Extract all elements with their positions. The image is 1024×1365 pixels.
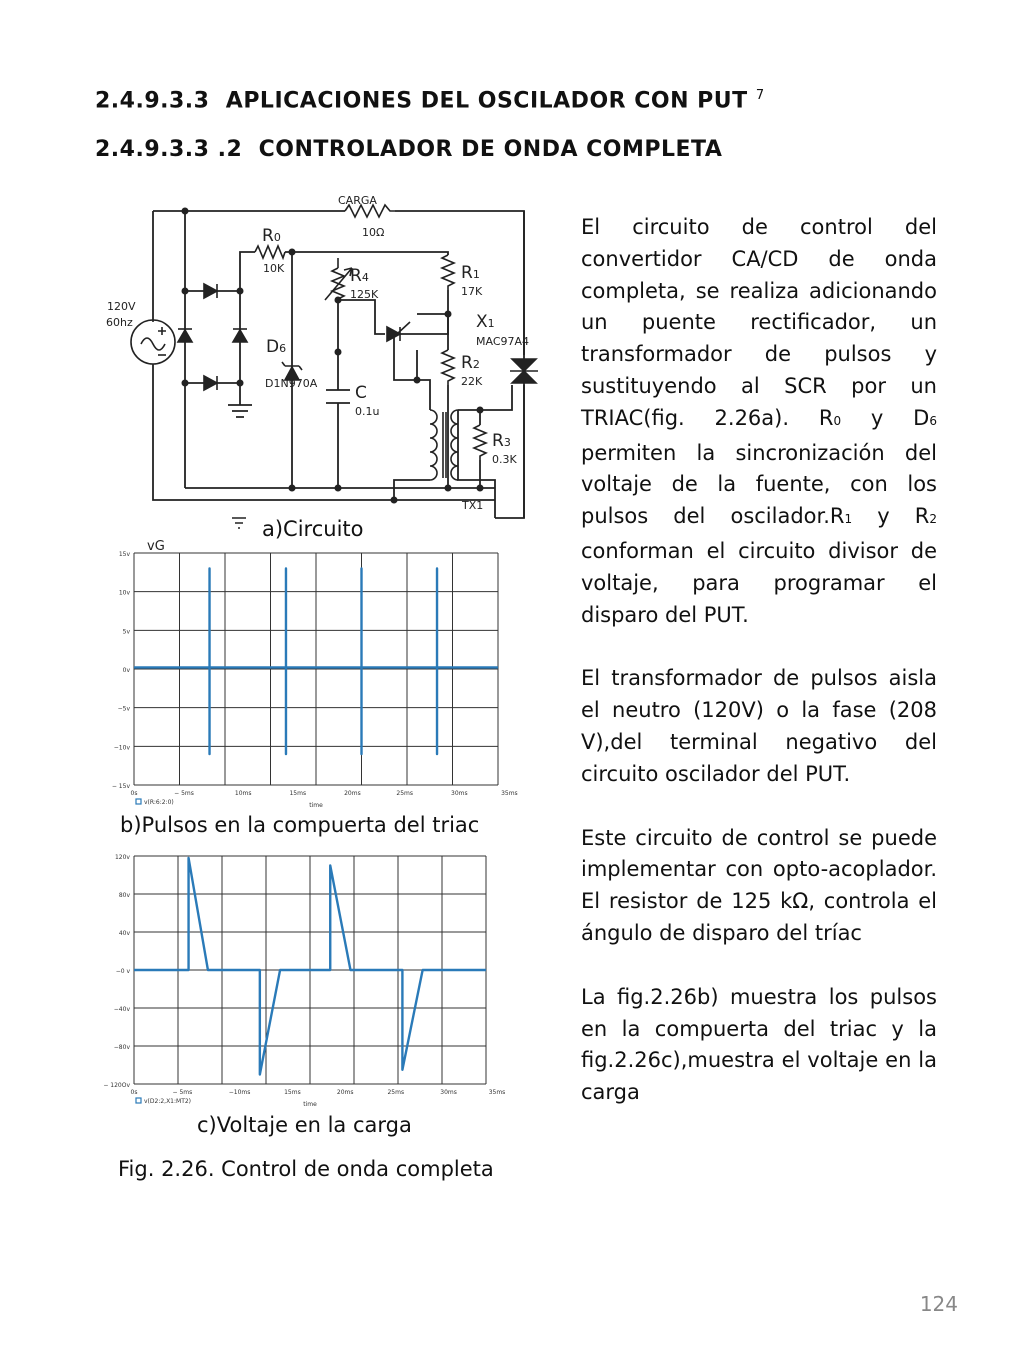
load-voltage-chart <box>100 848 510 1112</box>
x-tick-label: 15ms <box>289 790 307 797</box>
r1-resistor <box>442 255 454 290</box>
bridge-diodes <box>178 284 247 390</box>
chart-c-caption: c)Voltaje en la carga <box>197 1113 412 1137</box>
x-axis-label: time <box>309 802 323 809</box>
x-tick-label: 20ms <box>336 1089 354 1096</box>
y-tick-label: 80v <box>118 892 130 899</box>
legend-swatch <box>136 799 141 804</box>
x-tick-label: 15ms <box>284 1089 301 1096</box>
y-tick-label: 120v <box>114 854 130 861</box>
x1-value: MAC97A4 <box>476 335 530 348</box>
chart-b-caption: b)Pulsos en la compuerta del triac <box>120 813 480 837</box>
d6-label: D6 <box>266 337 287 357</box>
put-device <box>387 322 410 341</box>
paragraph: Este circuito de control se puede implementar con opto-acoplador. El resistor de 125 kΩ, controla el ángulo de disparo del tríac <box>581 825 937 945</box>
x-tick-label: 25ms <box>387 1089 405 1096</box>
gate-pulse-chart <box>100 538 518 810</box>
r2-label: R2 <box>461 353 480 373</box>
legend-label: v(R:6:2:0) <box>144 799 174 806</box>
page-number: 124 <box>919 1292 958 1316</box>
x-tick-label: − 5ms <box>172 1089 193 1096</box>
c-label: C <box>355 383 367 403</box>
body-text <box>581 212 937 1141</box>
x1-label: X1 <box>476 312 495 332</box>
x-tick-label: − 5ms <box>174 790 194 797</box>
y-tick-label: −80v <box>113 1044 130 1051</box>
vg-label: vG <box>147 539 165 554</box>
section-heading <box>95 88 765 113</box>
y-tick-label: −5v <box>117 705 130 713</box>
x-tick-label: −10ms <box>228 1089 251 1096</box>
triac-x1 <box>510 359 538 383</box>
r4-label: R4 <box>350 266 369 286</box>
y-tick-label: 10v <box>118 589 130 597</box>
paragraph: El circuito de control del convertidor CA/CD de onda completa, se realiza adicionando un puente rectificador, un transformador de pulsos y sustituyendo al SCR por un TRIAC(fig. 2.26a). R0 y D6 permiten la sincronización del voltaje de la fuente, con los pulsos del oscilador.R1 y R2 conforman el circuito divisor de voltaje, para programar el disparo del PUT. <box>581 215 937 627</box>
y-tick-label: 5v <box>122 628 130 636</box>
y-tick-label: 40v <box>118 930 130 937</box>
r1-label: R1 <box>461 263 480 283</box>
y-tick-label: −10v <box>113 744 130 752</box>
figure-caption: Fig. 2.26. Control de onda completa <box>118 1157 494 1181</box>
pulse-transformer <box>430 410 458 480</box>
subsection-heading: 2.4.9.3.3 .2 CONTROLADOR DE ONDA COMPLETA <box>95 137 723 162</box>
y-tick-label: − 120Ov <box>103 1082 130 1089</box>
r4-value: 125K <box>350 288 379 301</box>
carga-label: CARGA <box>338 194 377 207</box>
paragraph: La fig.2.26b) muestra los pulsos en la compuerta del triac y la fig.2.26c),muestra el voltaje en la carga <box>581 984 937 1105</box>
legend-swatch <box>136 1098 141 1103</box>
y-tick-label: − 15v <box>111 783 130 790</box>
x-tick-label: 35ms <box>501 790 518 797</box>
footnote-ref: 7 <box>755 88 765 103</box>
circuit-diagram <box>90 185 550 545</box>
r0-label: R0 <box>262 226 281 246</box>
tx1-label: TX1 <box>462 499 484 512</box>
r2-resistor <box>442 350 454 385</box>
capacitor <box>326 390 350 403</box>
x-tick-label: 30ms <box>440 1089 457 1096</box>
x-tick-label: 35ms <box>488 1089 506 1096</box>
source-label: 120V <box>107 300 136 313</box>
legend-label: v(D2:2,X1:MT2) <box>144 1098 192 1105</box>
section-heading-text: 2.4.9.3.3 APLICACIONES DEL OSCILADOR CON PUT <box>95 88 748 114</box>
source-freq: 60hz <box>106 316 133 329</box>
x-tick-label: 25ms <box>396 790 414 797</box>
r4-potentiometer <box>325 258 352 303</box>
x-tick-label: 20ms <box>344 790 361 797</box>
x-axis-label: time <box>303 1101 317 1108</box>
y-tick-label: 0v <box>122 667 130 674</box>
r3-resistor <box>474 425 486 460</box>
circuit-caption: a)Circuito <box>262 517 364 541</box>
r0-value: 10K <box>263 262 285 275</box>
r1-value: 17K <box>461 285 483 298</box>
r3-label: R3 <box>492 431 511 451</box>
ground-symbol <box>232 518 246 528</box>
x-tick-label: 0s <box>130 790 138 797</box>
y-tick-label: −0 v <box>115 968 130 975</box>
x-tick-label: 10ms <box>234 790 252 797</box>
paragraph: El transformador de pulsos aisla el neutro (120V) o la fase (208 V),del terminal negativo del circuito oscilador del PUT. <box>581 666 937 786</box>
x-tick-label: 0s <box>130 1089 138 1096</box>
r3-value: 0.3K <box>492 453 517 466</box>
y-tick-label: −40v <box>113 1006 130 1013</box>
c-value: 0.1u <box>355 405 380 418</box>
carga-value: 10Ω <box>362 226 385 239</box>
d6-value: D1N970A <box>265 377 318 390</box>
r0-resistor <box>255 246 285 258</box>
r2-value: 22K <box>461 375 483 388</box>
y-tick-label: 15v <box>118 551 130 558</box>
x-tick-label: 30ms <box>451 790 468 797</box>
ac-source <box>131 320 175 365</box>
